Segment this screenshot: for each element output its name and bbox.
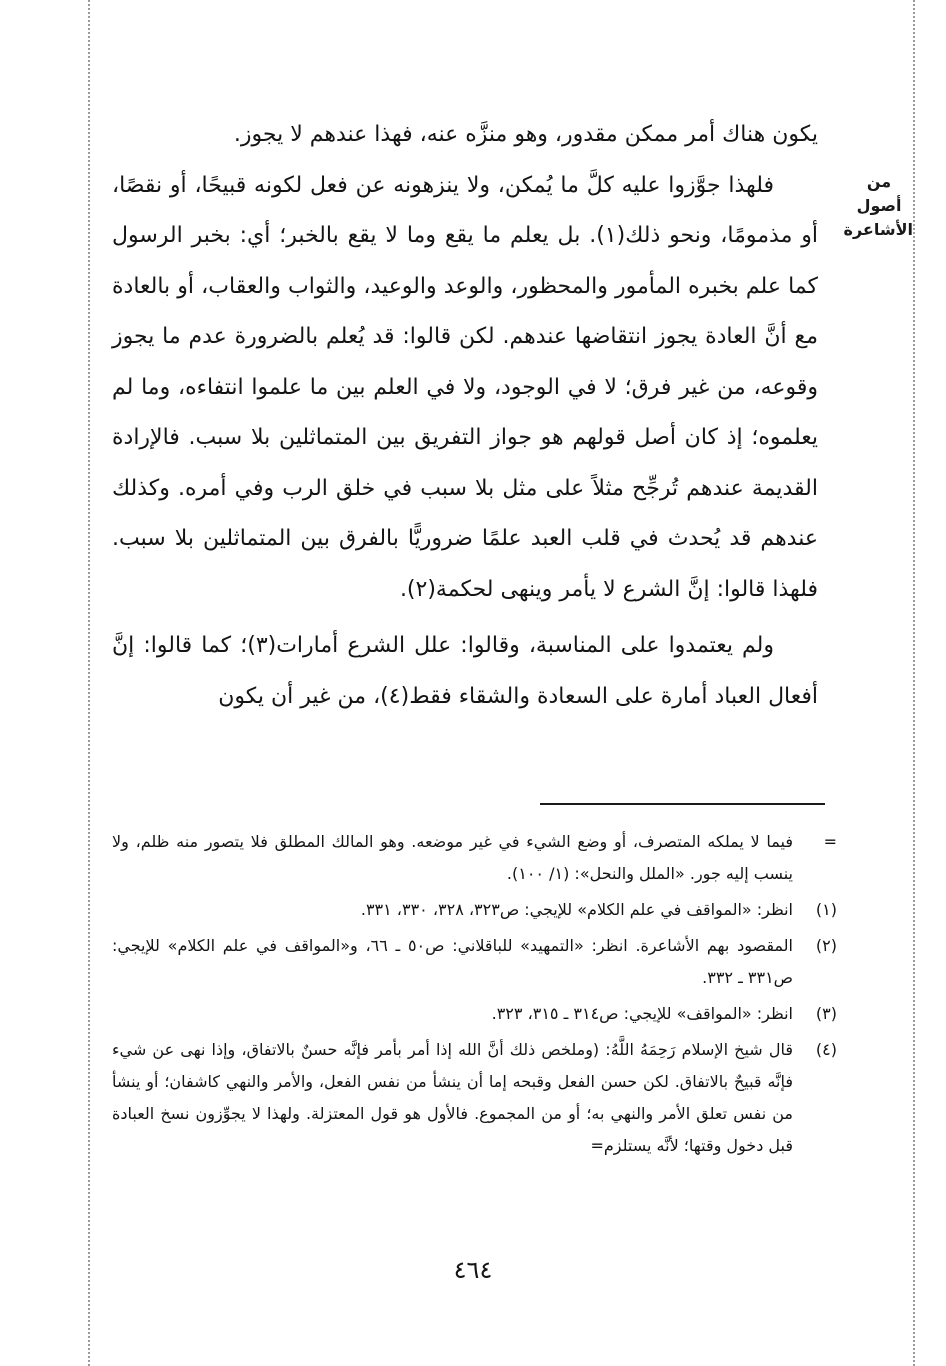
margin-note-line-1: من أصول (856, 172, 902, 215)
margin-note (845, 170, 913, 242)
footnote-text: المقصود بهم الأشاعرة. انظر: «التمهيد» للباقلاني: ص٥٠ ـ ٦٦، و«المواقف في علم الكلام» للإيجي: ص٣٣١ ـ ٣٣٢. (112, 936, 793, 987)
paragraph-3: ولم يعتمدوا على المناسبة، وقالوا: علل الشرع أمارات(٣)؛ كما قالوا: إنَّ أفعال العباد أمارة على السعادة والشقاء فقط(٤)، من غير أن يكون (112, 633, 818, 709)
page-number: ٤٦٤ (453, 1256, 493, 1284)
footnote-marker: (٤) (815, 1040, 837, 1059)
footnote-1 (112, 894, 837, 926)
paragraph-2: فلهذا جوَّزوا عليه كلَّ ما يُمكن، ولا ينزهونه عن فعل لكونه قبيحًا، أو نقصًا، أو مذمومًا، ونحو ذلك(١). بل يعلم ما يقع وما لا يقع بالخبر؛ أي: بخبر الرسول كما علم بخبره المأمور والمحظور، والوعد والوعيد، والثواب والعقاب، أو بالعادة مع أنَّ العادة يجوز انتقاضها عندهم. لكن قالوا: قد يُعلم بالضرورة عدم ما يجوز وقوعه، من غير فرق؛ لا في الوجود، ولا في العلم بين ما علموا انتفاءه، وما لم يعلموه؛ إذ كان أصل قولهم هو جواز التفريق بين المتماثلين بلا سبب. فالإرادة القديمة عندهم تُرجِّح مثلاً على مثل بلا سبب في خلق الرب وفي أمره. وكذلك عندهم قد يُحدث في قلب العبد علمًا ضروريًّا بالفرق بين المتماثلين بلا سبب. فلهذا قالوا: إنَّ الشرع لا يأمر وينهى لحكمة(٢). (112, 172, 818, 602)
paragraph-1: يكون هناك أمر ممكن مقدور، وهو منزَّه عنه، فهذا عندهم لا يجوز. (233, 122, 818, 147)
footnote-4 (112, 1034, 837, 1162)
footnote-separator (540, 803, 825, 805)
footnote-text: فيما لا يملكه المتصرف، أو وضع الشيء في غير موضعه. وهو المالك المطلق فلا يتصور منه ظلم، ولا ينسب إليه جور. «الملل والنحل»: (١/ ١٠٠). (112, 832, 793, 883)
footnote-continuation (112, 826, 837, 890)
left-margin-dotted-line (88, 0, 90, 1366)
footnotes (112, 826, 837, 1166)
margin-note-line-2: الأشاعرة (843, 220, 913, 239)
main-text (112, 110, 818, 722)
footnote-text: انظر: «المواقف» للإيجي: ص٣١٤ ـ ٣١٥، ٣٢٣. (491, 1004, 793, 1023)
footnote-text: قال شيخ الإسلام رَحِمَهُ اللَّهُ: (وملخص ذلك أنَّ الله إذا أمر بأمر فإنَّه حسنٌ بالاتفاق، وإذا نهى عن شيء فإنَّه قبيحٌ بالاتفاق. لكن حسن الفعل وقبحه إما أن ينشأ من نفس الفعل، والأمر والنهي كاشفان؛ أو ينشأ من نفس تعلق الأمر والنهي به؛ أو من المجموع. فالأول هو قول المعتزلة. ولهذا لا يجوِّزون نسخ العبادة قبل دخول وقتها؛ لأنَّه يستلزم= (112, 1040, 793, 1155)
right-margin-dotted-line (913, 0, 915, 1366)
footnote-3 (112, 998, 837, 1030)
footnote-text: انظر: «المواقف في علم الكلام» للإيجي: ص٣٢٣، ٣٢٨، ٣٣٠، ٣٣١. (360, 900, 793, 919)
footnote-marker: (٣) (815, 1004, 837, 1023)
footnote-marker: (٢) (815, 936, 837, 955)
footnote-2 (112, 930, 837, 994)
footnote-marker: (١) (815, 900, 837, 919)
footnote-marker: = (823, 832, 837, 851)
